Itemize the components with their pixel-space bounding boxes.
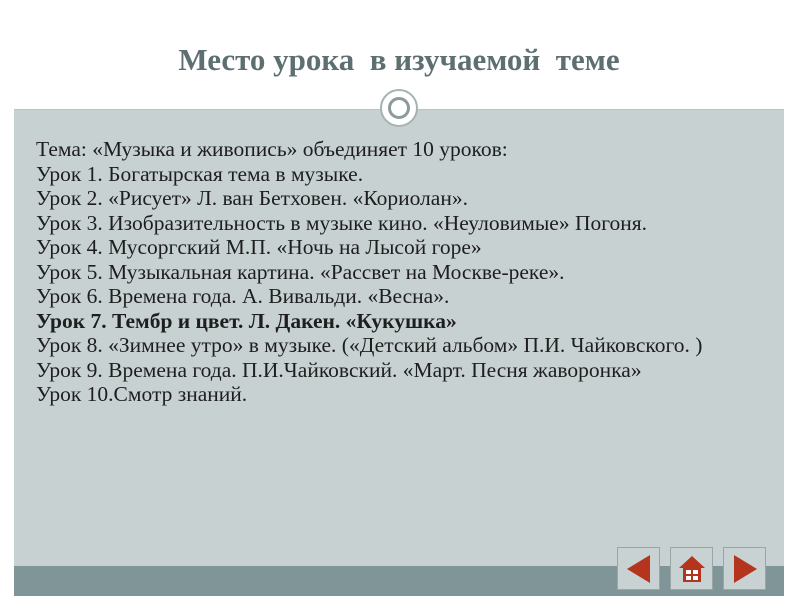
lesson-item: Урок 2. «Рисует» Л. ван Бетховен. «Кориолан». <box>36 186 468 210</box>
topic-line: Тема: «Музыка и живопись» объединяет 10 уроков: <box>36 137 508 161</box>
lesson-item: Урок 10.Смотр знаний. <box>36 382 248 406</box>
lesson-item: Урок 7. Тембр и цвет. Л. Дакен. «Кукушка» <box>36 308 457 333</box>
lesson-item: Урок 6. Времена года. А. Вивальди. «Весна». <box>36 284 450 308</box>
lesson-item: Урок 4. Мусоргский М.П. «Ночь на Лысой горе» <box>36 235 482 259</box>
triangle-left-icon <box>624 553 654 585</box>
lesson-item: Урок 8. «Зимнее утро» в музыке. («Детский альбом» П.И. Чайковского. ) <box>36 333 703 357</box>
lesson-item: Урок 5. Музыкальная картина. «Рассвет на Москве-реке». <box>36 259 565 284</box>
previous-slide-button[interactable] <box>617 547 660 590</box>
lesson-item: Урок 1. Богатырская тема в музыке. <box>36 161 364 186</box>
next-slide-button[interactable] <box>723 547 766 590</box>
home-icon <box>677 554 707 584</box>
slide-content <box>14 110 784 566</box>
slide-title: Место урока в изучаемой теме <box>178 42 620 77</box>
lesson-item: Урок 9. Времена года. П.И.Чайковский. «Март. Песня жаворонка» <box>36 357 642 382</box>
lesson-item: Урок 3. Изобразительность в музыке кино. «Неуловимые» Погоня. <box>36 210 648 235</box>
triangle-right-icon <box>730 553 760 585</box>
footer-band <box>14 566 784 596</box>
home-button[interactable] <box>670 547 713 590</box>
circle-ornament-icon <box>380 89 418 127</box>
lesson-list <box>36 137 736 407</box>
